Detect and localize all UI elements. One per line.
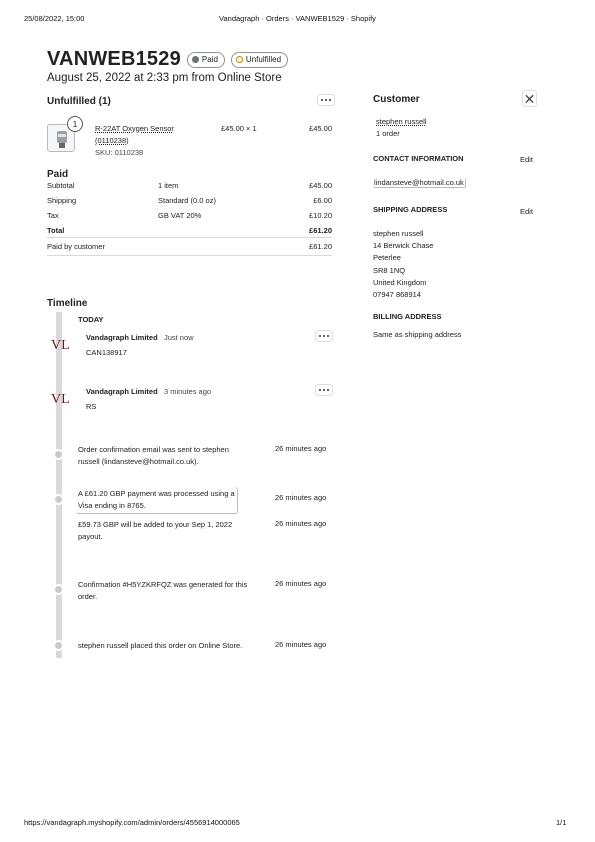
address-line: stephen russell bbox=[373, 229, 424, 238]
event-time: 26 minutes ago bbox=[275, 444, 327, 453]
paid-divider bbox=[47, 237, 332, 238]
order-title-row bbox=[47, 48, 288, 71]
shipping-address bbox=[373, 228, 433, 301]
print-datetime: 25/08/2022, 15:00 bbox=[24, 14, 85, 23]
event-line2: Visa ending in 8765. bbox=[78, 501, 146, 510]
timeline-bar bbox=[56, 312, 62, 658]
event-line2: payout. bbox=[78, 532, 103, 541]
product-name-line1[interactable]: R-22AT Oxygen Sensor bbox=[95, 124, 174, 133]
comment-more-button[interactable] bbox=[315, 384, 333, 396]
billing-address-title: BILLING ADDRESS bbox=[373, 312, 442, 321]
timeline-today-label: TODAY bbox=[78, 315, 104, 324]
event-time: 26 minutes ago bbox=[275, 519, 327, 528]
event-line1: Confirmation #H5YZKRFQZ was generated for this bbox=[78, 580, 248, 589]
unfulfilled-title: Unfulfilled (1) bbox=[47, 96, 111, 107]
comment-text: RS bbox=[86, 402, 97, 411]
event-line2: order. bbox=[78, 592, 98, 601]
billing-address-text: Same as shipping address bbox=[373, 330, 462, 339]
row-detail: GB VAT 20% bbox=[158, 211, 202, 220]
comment-time: 3 minutes ago bbox=[163, 387, 212, 396]
paid-badge bbox=[187, 52, 225, 68]
product-unit-price: £45.00 × 1 bbox=[221, 124, 257, 133]
event-line1: Order confirmation email was sent to stephen bbox=[78, 445, 229, 454]
shipping-edit-button[interactable]: Edit bbox=[520, 207, 533, 216]
event-line2: russell (lindansteve@hotmail.co.uk). bbox=[78, 457, 199, 466]
row-amount: £6.00 bbox=[313, 196, 332, 205]
timeline-event-expandable[interactable] bbox=[76, 487, 238, 514]
shipping-address-title: SHIPPING ADDRESS bbox=[373, 205, 448, 214]
customer-title: Customer bbox=[373, 94, 420, 105]
print-page-number: 1/1 bbox=[556, 818, 567, 827]
address-line: SR8 1NQ bbox=[373, 265, 406, 275]
comment-text: CAN138917 bbox=[86, 348, 127, 357]
row-detail: 1 item bbox=[158, 181, 179, 190]
comment-author: Vandagraph Limited bbox=[86, 333, 158, 342]
row-amount: £61.20 bbox=[309, 226, 332, 235]
unfulfilled-status-icon bbox=[236, 56, 243, 63]
comment-author: Vandagraph Limited bbox=[86, 387, 158, 396]
comment-time: Just now bbox=[163, 333, 194, 342]
row-label: Subtotal bbox=[47, 181, 75, 190]
paid-bottom-divider bbox=[47, 255, 332, 256]
comment-avatar: VL bbox=[51, 392, 70, 407]
unfulfilled-badge bbox=[231, 52, 288, 68]
quantity-badge: 1 bbox=[67, 116, 83, 132]
unfulfilled-more-button[interactable] bbox=[317, 94, 335, 106]
customer-name-link[interactable]: stephen russell bbox=[376, 117, 427, 126]
row-label: Total bbox=[47, 226, 65, 235]
row-label: Shipping bbox=[47, 196, 77, 205]
order-subtitle: August 25, 2022 at 2:33 pm from Online Store bbox=[47, 72, 282, 84]
contact-info-title: CONTACT INFORMATION bbox=[373, 154, 464, 163]
row-amount: £45.00 bbox=[309, 181, 332, 190]
paid-status-icon bbox=[192, 56, 199, 63]
event-time: 26 minutes ago bbox=[275, 493, 327, 502]
unfulfilled-badge-label: Unfulfilled bbox=[245, 55, 282, 64]
customer-email[interactable]: lindansteve@hotmail.co.uk bbox=[374, 178, 464, 187]
order-number: VANWEB1529 bbox=[47, 48, 181, 70]
event-time: 26 minutes ago bbox=[275, 640, 327, 649]
row-amount: £10.20 bbox=[309, 211, 332, 220]
row-detail: Standard (0.0 oz) bbox=[158, 196, 216, 205]
event-time: 26 minutes ago bbox=[275, 579, 327, 588]
comment-avatar: VL bbox=[51, 338, 70, 353]
timeline-event bbox=[78, 519, 232, 543]
row-label: Paid by customer bbox=[47, 242, 105, 251]
product-name-line2[interactable]: (0110238) bbox=[95, 136, 129, 145]
row-label: Tax bbox=[47, 211, 59, 220]
print-url: https://vandagraph.myshopify.com/admin/orders/4556914000065 bbox=[24, 818, 240, 827]
product-total: £45.00 bbox=[309, 124, 332, 133]
event-line1: £59.73 GBP will be added to your Sep 1, 2022 bbox=[78, 520, 233, 529]
paid-title: Paid bbox=[47, 169, 69, 180]
comment-header bbox=[86, 333, 194, 342]
timeline-event-dot bbox=[53, 449, 64, 460]
timeline-title: Timeline bbox=[47, 298, 88, 309]
address-line: Peterlee bbox=[373, 253, 401, 263]
address-line: United Kingdom bbox=[373, 277, 427, 287]
paid-badge-label: Paid bbox=[201, 55, 218, 64]
comment-header bbox=[86, 387, 211, 396]
event-line1: A £61.20 GBP payment was processed using a bbox=[78, 489, 235, 498]
comment-more-button[interactable] bbox=[315, 330, 333, 342]
timeline-event-dot bbox=[53, 584, 64, 595]
contact-edit-button[interactable]: Edit bbox=[520, 155, 533, 164]
close-icon[interactable]: ✕ bbox=[523, 91, 536, 107]
event-line1: stephen russell placed this order on Online Store. bbox=[78, 641, 243, 650]
timeline-event-dot bbox=[53, 494, 64, 505]
timeline-event-dot bbox=[53, 640, 64, 651]
print-title: Vandagraph · Orders · VANWEB1529 · Shopify bbox=[219, 14, 376, 23]
customer-orders: 1 order bbox=[376, 129, 400, 138]
row-amount: £61.20 bbox=[309, 242, 332, 251]
address-line: 14 Berwick Chase bbox=[373, 241, 434, 251]
product-sku: SKU: 0110238 bbox=[95, 148, 144, 157]
timeline-event bbox=[78, 579, 247, 603]
timeline-event bbox=[78, 444, 229, 468]
address-line: 07947 868914 bbox=[373, 290, 421, 300]
